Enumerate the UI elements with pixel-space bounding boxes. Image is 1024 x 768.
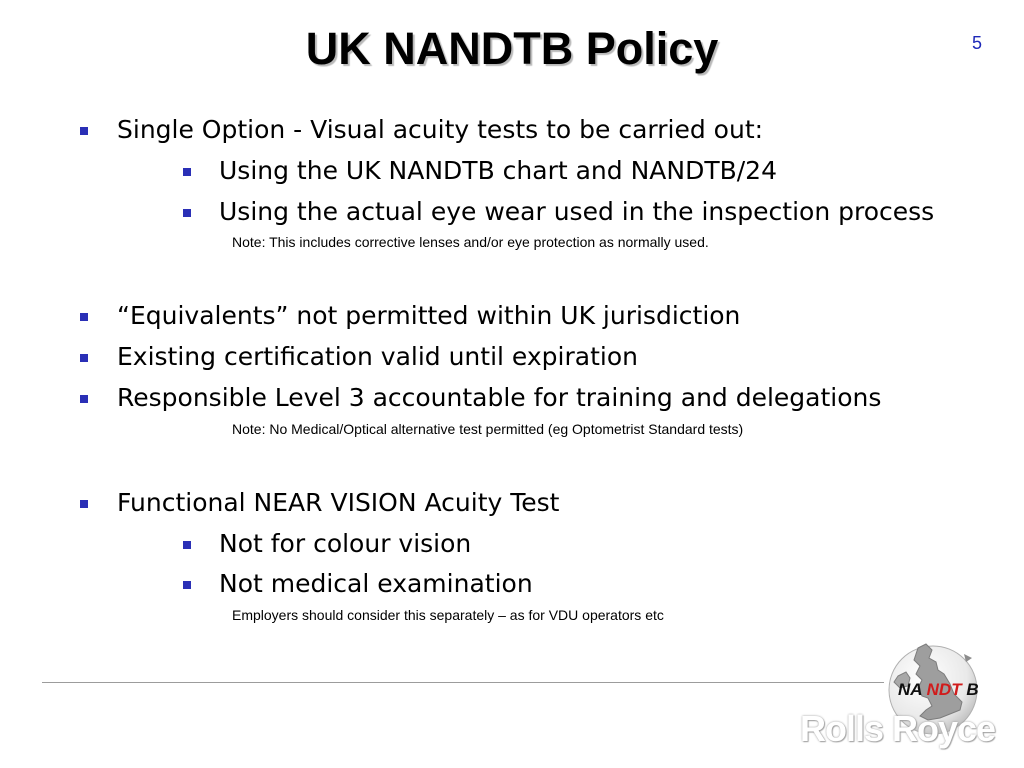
square-bullet-icon (80, 500, 88, 508)
bullet-text: Using the UK NANDTB chart and NANDTB/24 (219, 156, 777, 185)
square-bullet-icon (80, 127, 88, 135)
sub-bullet-item (219, 528, 471, 560)
sub-bullet-item (219, 568, 533, 600)
bullet-text: “Equivalents” not permitted within UK jurisdiction (117, 301, 741, 330)
square-bullet-icon (183, 168, 191, 176)
watermark-text: Rolls Royce (800, 708, 996, 749)
bullet-item (117, 341, 638, 373)
bullet-text: Using the actual eye wear used in the inspection process (219, 197, 935, 226)
bullet-item (117, 382, 881, 414)
bullet-item (117, 300, 740, 332)
square-bullet-icon (183, 209, 191, 217)
bullet-text: Responsible Level 3 accountable for training and delegations (117, 383, 882, 412)
sub-bullet-item (219, 155, 777, 187)
bullet-item (117, 114, 763, 146)
bullet-text: Functional NEAR VISION Acuity Test (117, 488, 560, 517)
footer-divider (42, 682, 884, 683)
bullet-text: Single Option - Visual acuity tests to be carried out: (117, 115, 764, 144)
bullet-item (117, 487, 559, 519)
note-text: Note: No Medical/Optical alternative test permitted (eg Optometrist Standard tests) (232, 421, 744, 437)
note-text: Note: This includes corrective lenses and/or eye protection as normally used. (232, 234, 709, 250)
bullet-text: Existing certification valid until expiration (117, 342, 638, 371)
bullet-text: Not for colour vision (219, 529, 472, 558)
square-bullet-icon (80, 313, 88, 321)
square-bullet-icon (183, 541, 191, 549)
bullet-text: Not medical examination (219, 569, 533, 598)
logo-text: NA NDT B (898, 680, 979, 699)
slide-title: UK NANDTB Policy (305, 23, 719, 74)
square-bullet-icon (183, 581, 191, 589)
square-bullet-icon (80, 354, 88, 362)
square-bullet-icon (80, 395, 88, 403)
note-text: Employers should consider this separately – as for VDU operators etc (232, 607, 664, 623)
sub-bullet-item (219, 196, 934, 228)
page-number: 5 (972, 33, 983, 53)
